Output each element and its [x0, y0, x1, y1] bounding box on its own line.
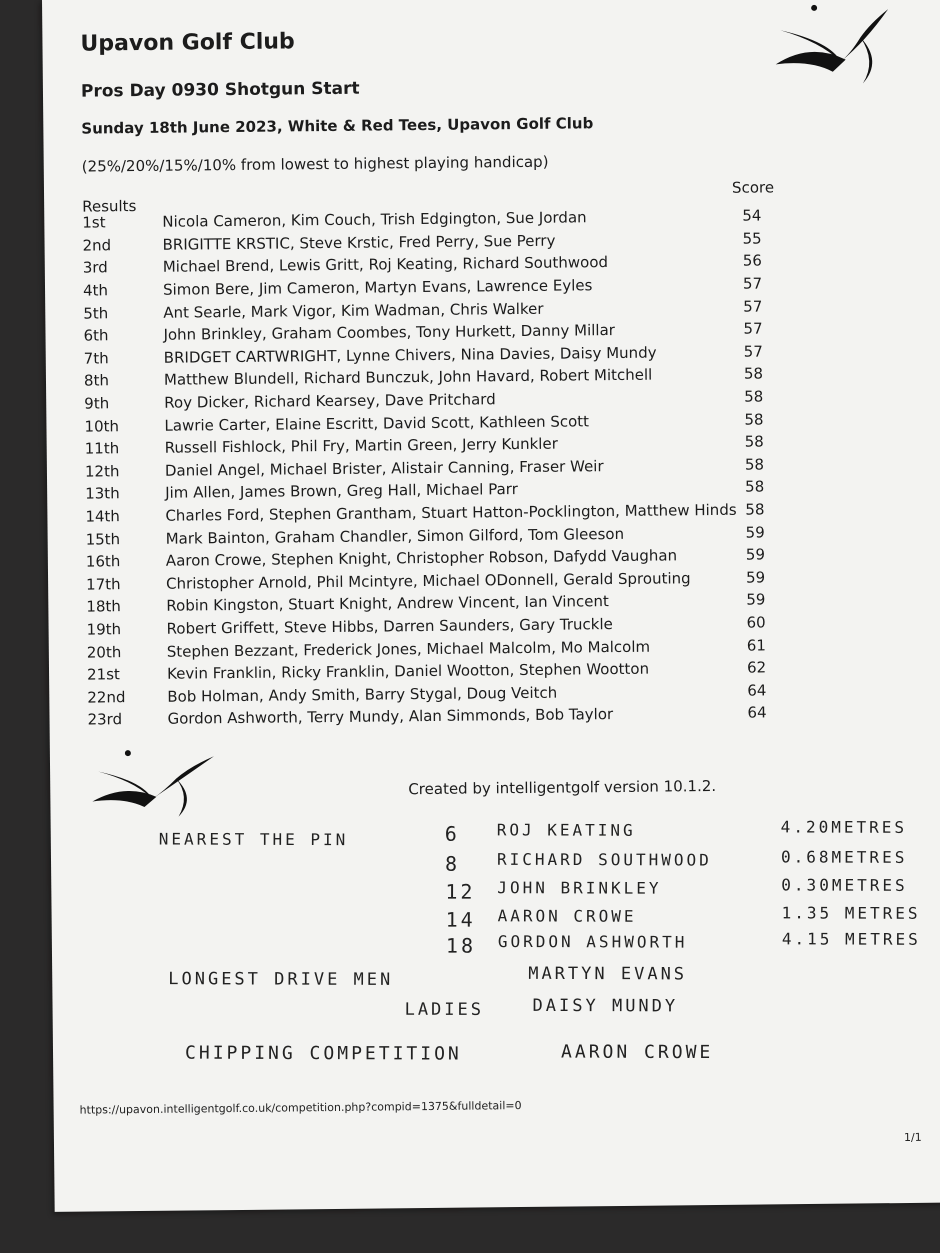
position-cell: 10th	[84, 416, 120, 436]
score-cell: 58	[744, 455, 765, 474]
position-cell: 1st	[82, 213, 106, 232]
handicap-allocation: (25%/20%/15%/10% from lowest to highest playing handicap)	[81, 152, 549, 176]
team-names-cell: Robert Griffett, Steve Hibbs, Darren Saunders, Gary Truckle	[166, 615, 613, 638]
score-cell: 59	[745, 545, 766, 564]
position-cell: 16th	[85, 552, 121, 571]
score-cell: 59	[745, 568, 766, 587]
team-names-cell: Simon Bere, Jim Cameron, Martyn Evans, Lawrence Eyles	[162, 276, 593, 299]
created-by-note: Created by intelligentgolf version 10.1.2.	[408, 776, 717, 799]
position-cell: 17th	[86, 575, 121, 594]
score-cell: 56	[742, 251, 762, 271]
team-names-cell: Michael Brend, Lewis Gritt, Roj Keating, Richard Southwood	[162, 253, 609, 277]
team-names-cell: Robin Kingston, Stuart Knight, Andrew Vincent, Ian Vincent	[166, 592, 609, 616]
position-cell: 19th	[86, 620, 122, 639]
score-cell: 57	[743, 342, 763, 361]
team-names-cell: Matthew Blundell, Richard Bunczuk, John Havard, Robert Mitchell	[163, 366, 653, 390]
position-cell: 22nd	[87, 687, 126, 707]
pin-hole-number: 12	[445, 879, 476, 904]
pin-winner-name: JOHN BRINKLEY	[497, 878, 662, 898]
score-cell: 58	[744, 387, 764, 406]
page-number: 1/1	[903, 1130, 922, 1145]
score-cell: 58	[744, 432, 764, 451]
team-names-cell: Ant Searle, Mark Vigor, Kim Wadman, Chris Walker	[163, 299, 544, 322]
pin-hole-number: 6	[444, 821, 460, 846]
position-cell: 14th	[85, 507, 120, 526]
score-cell: 58	[743, 364, 764, 384]
team-names-cell: Daniel Angel, Michael Brister, Alistair Canning, Fraser Weir	[164, 456, 604, 480]
club-logo-bottom	[90, 748, 221, 819]
position-cell: 3rd	[82, 258, 108, 278]
pin-distance: 1.35 METRES	[781, 903, 921, 923]
club-name: Upavon Golf Club	[80, 29, 295, 57]
score-cell: 54	[742, 206, 762, 225]
pin-distance: 0.68METRES	[780, 847, 908, 867]
team-names-cell: BRIGITTE KRSTIC, Steve Krstic, Fred Perry, Sue Perry	[162, 231, 556, 254]
position-cell: 7th	[83, 349, 109, 368]
position-cell: 6th	[83, 326, 109, 345]
score-column-header: Score	[731, 178, 775, 197]
pin-winner-name: RICHARD SOUTHWOOD	[497, 849, 712, 870]
position-cell: 8th	[83, 371, 110, 391]
score-cell: 57	[742, 274, 763, 293]
position-cell: 18th	[86, 597, 121, 616]
score-cell: 58	[744, 410, 764, 429]
team-names-cell: Gordon Ashworth, Terry Mundy, Alan Simmonds, Bob Taylor	[167, 705, 614, 729]
pin-hole-number: 18	[445, 933, 477, 958]
pin-winner-name: ROJ KEATING	[496, 820, 636, 840]
event-title: Pros Day 0930 Shotgun Start	[80, 78, 360, 102]
score-cell: 57	[743, 297, 763, 316]
score-cell: 61	[746, 636, 766, 655]
team-names-cell: Charles Ford, Stephen Grantham, Stuart Hatton-Pocklington, Matthew Hinds	[165, 500, 737, 525]
position-cell: 12th	[84, 462, 120, 481]
longest-drive-men-winner: MARTYN EVANS	[528, 963, 688, 985]
score-cell: 59	[746, 590, 766, 610]
page-url: https://upavon.intelligentgolf.co.uk/competition.php?compid=1375&fulldetail=0	[79, 1099, 522, 1117]
printed-results-sheet	[42, 0, 940, 1212]
longest-drive-ladies-winner: DAISY MUNDY	[532, 995, 679, 1017]
team-names-cell: BRIDGET CARTWRIGHT, Lynne Chivers, Nina Davies, Daisy Mundy	[163, 343, 657, 367]
score-cell: 57	[743, 319, 763, 338]
event-date-line: Sunday 18th June 2023, White & Red Tees, Upavon Golf Club	[81, 114, 594, 138]
chipping-competition-label: CHIPPING COMPETITION	[185, 1042, 462, 1065]
team-names-cell: Russell Fishlock, Phil Fry, Martin Green, Jerry Kunkler	[164, 434, 558, 457]
team-names-cell: Aaron Crowe, Stephen Knight, Christopher Robson, Dafydd Vaughan	[165, 546, 678, 570]
team-names-cell: Kevin Franklin, Ricky Franklin, Daniel Wootton, Stephen Wootton	[166, 659, 650, 683]
score-cell: 62	[746, 658, 767, 677]
pin-distance: 4.15 METRES	[781, 929, 921, 949]
team-names-cell: Jim Allen, James Brown, Greg Hall, Michael Parr	[165, 480, 518, 503]
results-table	[82, 204, 787, 731]
chipping-competition-winner: AARON CROWE	[561, 1041, 714, 1064]
position-cell: 15th	[85, 529, 121, 549]
pin-hole-number: 14	[445, 907, 476, 932]
position-cell: 23rd	[87, 710, 123, 729]
team-names-cell: Nicola Cameron, Kim Couch, Trish Edgington, Sue Jordan	[162, 208, 587, 232]
club-logo-top	[770, 1, 891, 92]
pin-distance: 4.20METRES	[780, 817, 908, 837]
pin-winner-name: AARON CROWE	[497, 906, 637, 926]
position-cell: 11th	[84, 439, 120, 458]
team-names-cell: Christopher Arnold, Phil Mcintyre, Michael ODonnell, Gerald Sprouting	[166, 569, 691, 593]
score-cell: 60	[746, 613, 766, 632]
score-cell: 59	[745, 523, 765, 542]
score-cell: 58	[745, 500, 765, 519]
team-names-cell: John Brinkley, Graham Coombes, Tony Hurkett, Danny Millar	[163, 321, 615, 345]
score-cell: 55	[742, 229, 762, 248]
position-cell: 9th	[84, 394, 110, 413]
pin-distance: 0.30METRES	[781, 875, 908, 895]
score-cell: 64	[747, 681, 767, 700]
position-cell: 5th	[83, 303, 109, 323]
position-cell: 21st	[86, 665, 120, 684]
position-cell: 2nd	[82, 236, 112, 255]
score-cell: 58	[745, 477, 765, 497]
longest-drive-ladies-label: LADIES	[404, 999, 485, 1020]
team-names-cell: Bob Holman, Andy Smith, Barry Stygal, Doug Veitch	[167, 683, 558, 706]
nearest-the-pin-label: NEAREST THE PIN	[158, 829, 349, 850]
position-cell: 13th	[85, 484, 120, 503]
pin-hole-number: 8	[445, 851, 461, 876]
longest-drive-men-label: LONGEST DRIVE MEN	[168, 969, 394, 990]
team-names-cell: Lawrie Carter, Elaine Escritt, David Scott, Kathleen Scott	[164, 411, 590, 435]
team-names-cell: Mark Bainton, Graham Chandler, Simon Gilford, Tom Gleeson	[165, 524, 625, 548]
position-cell: 4th	[82, 281, 109, 300]
team-names-cell: Roy Dicker, Richard Kearsey, Dave Pritchard	[164, 390, 496, 412]
pin-winner-name: GORDON ASHWORTH	[497, 931, 688, 952]
position-cell: 20th	[86, 642, 122, 662]
score-cell: 64	[747, 703, 767, 723]
results-column-header: Results	[82, 197, 137, 216]
team-names-cell: Stephen Bezzant, Frederick Jones, Michael Malcolm, Mo Malcolm	[166, 637, 651, 661]
